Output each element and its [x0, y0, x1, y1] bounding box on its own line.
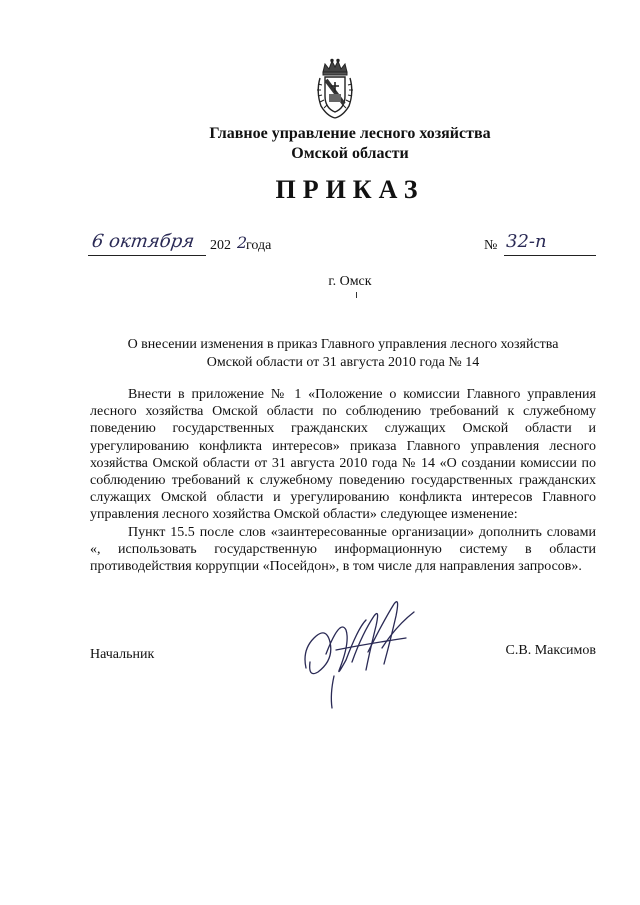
organization-name-line1: Главное управление лесного хозяйства [209, 125, 491, 142]
document-body [90, 386, 596, 575]
date-year-handwritten: 2 [237, 233, 248, 252]
body-paragraph-2: Пункт 15.5 после слов «заинтересованные организации» дополнить словами «, использовать государственную информационную систему в области противодействия коррупции «Посейдон», в том числе для направления запросов». [90, 524, 596, 575]
date-underline [88, 255, 206, 256]
signer-name: С.В. Максимов [505, 643, 596, 658]
document-city: г. Омск [328, 274, 372, 289]
body-paragraph-1: Внести в приложение № 1 «Положение о комиссии Главного управления лесного хозяйства Омской области по соблюдению требований к служебному поведению государственных гражданских служащих Омской области и урегулированию конфликта интересов» приказа Главного управления лесного хозяйства Омской области от 31 августа 2010 года № 14 «О создании комиссии по соблюдению требований к служебному поведению государственных гражданских служащих Омской области и урегулированию конфликта интересов Главного управления лесного хозяйства Омской области» следующее изменение: [90, 387, 596, 523]
coat-of-arms-emblem [315, 58, 355, 120]
subject-line2: Омской области от 31 августа 2010 года № 14 [206, 355, 480, 370]
date-year-suffix: года [246, 238, 272, 253]
document-type-title: ПРИКАЗ [275, 175, 425, 204]
organization-name-line2: Омской области [291, 145, 409, 162]
document-date [88, 228, 278, 260]
document-subject [90, 336, 596, 372]
subject-line1: О внесении изменения в приказ Главного управления лесного хозяйства [127, 337, 559, 352]
number-sign: № [484, 238, 498, 253]
document-number [484, 228, 596, 260]
date-handwritten: 6 октября [90, 231, 196, 252]
handwritten-signature [296, 590, 426, 710]
number-handwritten: 32-п [506, 231, 547, 252]
date-year-prefix: 202 [210, 238, 231, 253]
signer-title: Начальник [90, 647, 155, 662]
decorative-tick [356, 292, 357, 298]
number-underline [504, 255, 596, 256]
